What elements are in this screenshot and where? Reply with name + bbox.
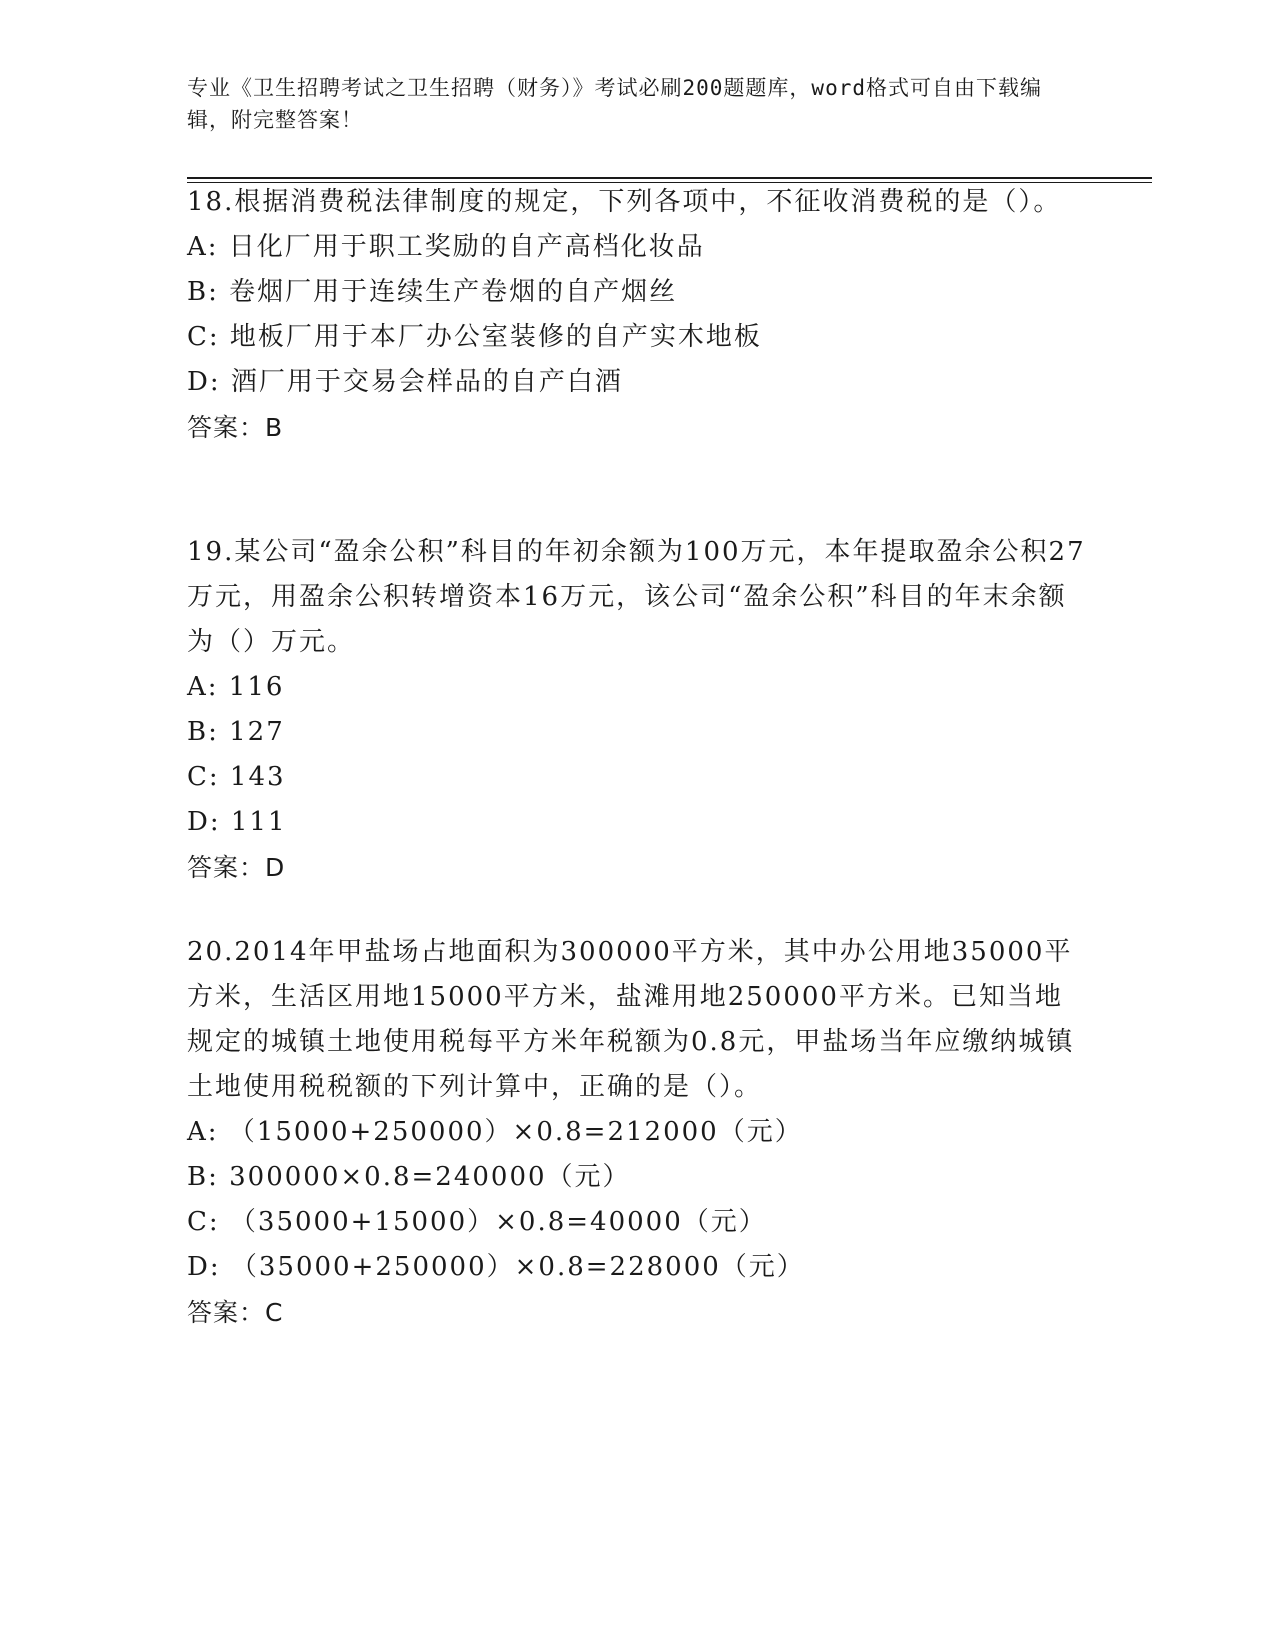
option-c: C: （35000+15000）×0.8=40000（元） bbox=[187, 1207, 767, 1237]
question-19 bbox=[187, 530, 1087, 890]
header-divider-thick bbox=[187, 177, 1152, 179]
option-list bbox=[187, 1110, 1087, 1290]
option-a: A: 日化厂用于职工奖励的自产高档化妆品 bbox=[187, 232, 705, 262]
option-list bbox=[187, 225, 1087, 405]
question-20 bbox=[187, 930, 1087, 1335]
option-d: D: （35000+250000）×0.8=228000（元） bbox=[187, 1252, 805, 1282]
question-stem: 18.根据消费税法律制度的规定，下列各项中，不征收消费税的是（）。 bbox=[187, 187, 1062, 217]
answer-line: 答案：B bbox=[187, 413, 284, 442]
option-list bbox=[187, 665, 1087, 845]
option-b: B: 卷烟厂用于连续生产卷烟的自产烟丝 bbox=[187, 277, 678, 307]
option-c: C: 143 bbox=[187, 762, 286, 792]
option-d: D: 酒厂用于交易会样品的自产白酒 bbox=[187, 367, 623, 397]
option-b: B: 300000×0.8=240000（元） bbox=[187, 1162, 631, 1192]
question-18 bbox=[187, 180, 1087, 450]
document-header: 专业《卫生招聘考试之卫生招聘（财务）》考试必刷200题题库，word格式可自由下载编辑，附完整答案！ bbox=[187, 76, 1042, 132]
option-d: D: 111 bbox=[187, 807, 287, 837]
question-stem: 19.某公司“盈余公积”科目的年初余额为100万元，本年提取盈余公积27万元，用盈余公积转增资本16万元，该公司“盈余公积”科目的年末余额为（）万元。 bbox=[187, 537, 1086, 657]
option-a: A: 116 bbox=[187, 672, 285, 702]
answer-line: 答案：D bbox=[187, 853, 286, 882]
option-c: C: 地板厂用于本厂办公室装修的自产实木地板 bbox=[187, 322, 762, 352]
question-stem: 20.2014年甲盐场占地面积为300000平方米，其中办公用地35000平方米，生活区用地15000平方米，盐滩用地250000平方米。已知当地规定的城镇土地使用税每平方米年税额为0.8元，甲盐场当年应缴纳城镇土地使用税税额的下列计算中，正确的是（）。 bbox=[187, 937, 1075, 1102]
answer-line: 答案：C bbox=[187, 1298, 284, 1327]
option-a: A: （15000+250000）×0.8=212000（元） bbox=[187, 1117, 803, 1147]
option-b: B: 127 bbox=[187, 717, 285, 747]
